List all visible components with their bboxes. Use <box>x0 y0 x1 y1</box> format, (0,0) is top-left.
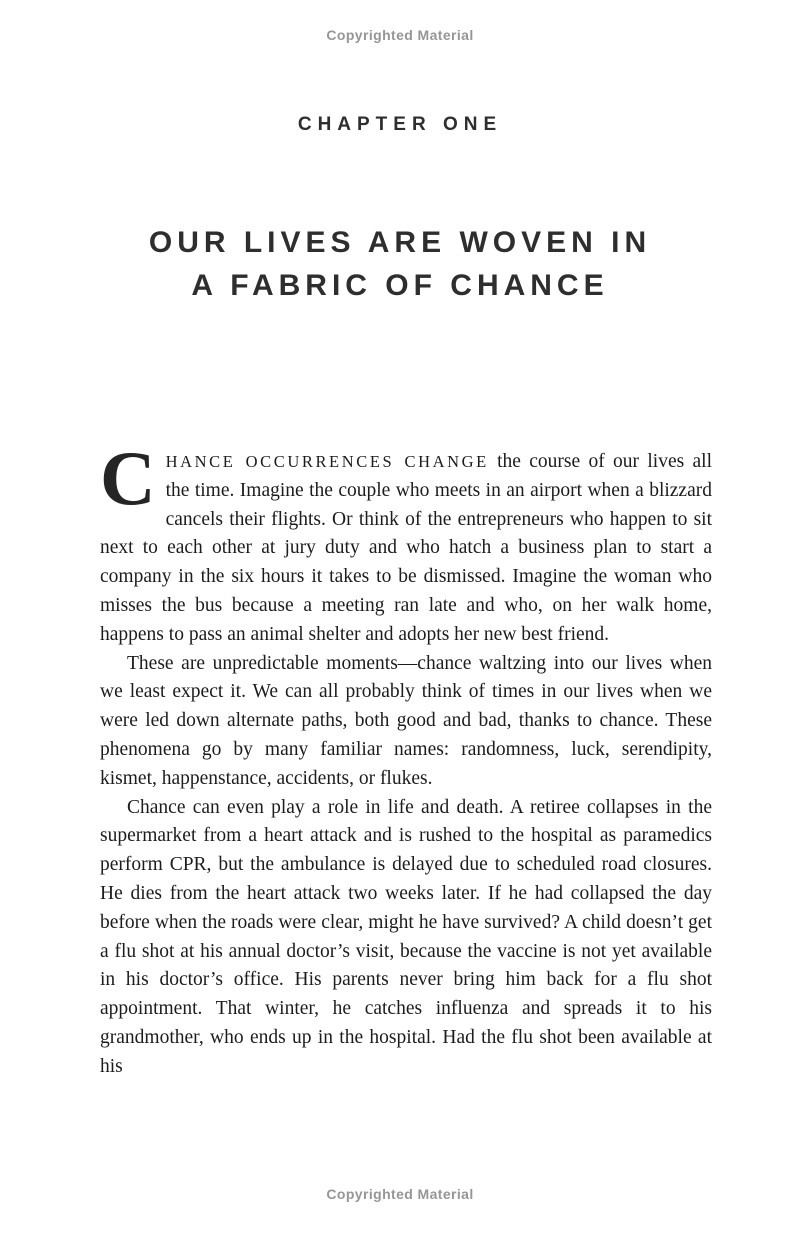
paragraph: These are unpredictable moments—chance waltzing into our lives when we least expect it. We can all probably think of times in our lives when we were led down alternate paths, both good and bad, thanks to chance. These phenomena go by many familiar names: randomness, luck, serendipity, kismet, happenstance, accidents, or flukes. <box>100 652 712 789</box>
paragraph: Chance can even play a role in life and death. A retiree collapses in the supermarket from a heart attack and is rushed to the hospital as paramedics perform CPR, but the ambulance is delayed due to scheduled road closures. He dies from the heart attack two weeks later. If he had collapsed the day before when the roads were clear, might he have survived? A child doesn’t get a flu shot at his annual doctor’s visit, because the vaccine is not yet available in his doctor’s office. His parents never bring him back for a flu shot appointment. That winter, he catches influenza and spreads it to his grandmother, who ends up in the hospital. Had the flu shot been available at his <box>100 796 712 1077</box>
chapter-label: CHAPTER ONE <box>297 114 503 135</box>
copyright-notice-top: Copyrighted Material <box>326 27 474 43</box>
paragraph-opening <box>100 435 712 650</box>
drop-cap: C <box>100 435 156 521</box>
chapter-title <box>0 221 800 307</box>
lead-small-caps: HANCE OCCURRENCES CHANGE <box>165 452 489 471</box>
copyright-notice-bottom: Copyrighted Material <box>326 1186 474 1202</box>
chapter-title-line1: OUR LIVES ARE WOVEN IN <box>148 226 652 259</box>
body-text <box>100 435 712 1082</box>
paragraph-opening-text: the course of our lives all the time. Imagine the couple who meets in an airport when a blizzard cancels their flights. Or think of the entrepreneurs who happen to sit next to each other at jury duty and who hatch a business plan to start a company in the six hours it takes to be dismissed. Imagine the woman who misses the bus because a meeting ran late and who, on her walk home, happens to pass an animal shelter and adopts her new best friend. <box>100 451 712 645</box>
chapter-title-line2: A FABRIC OF CHANCE <box>191 269 609 302</box>
